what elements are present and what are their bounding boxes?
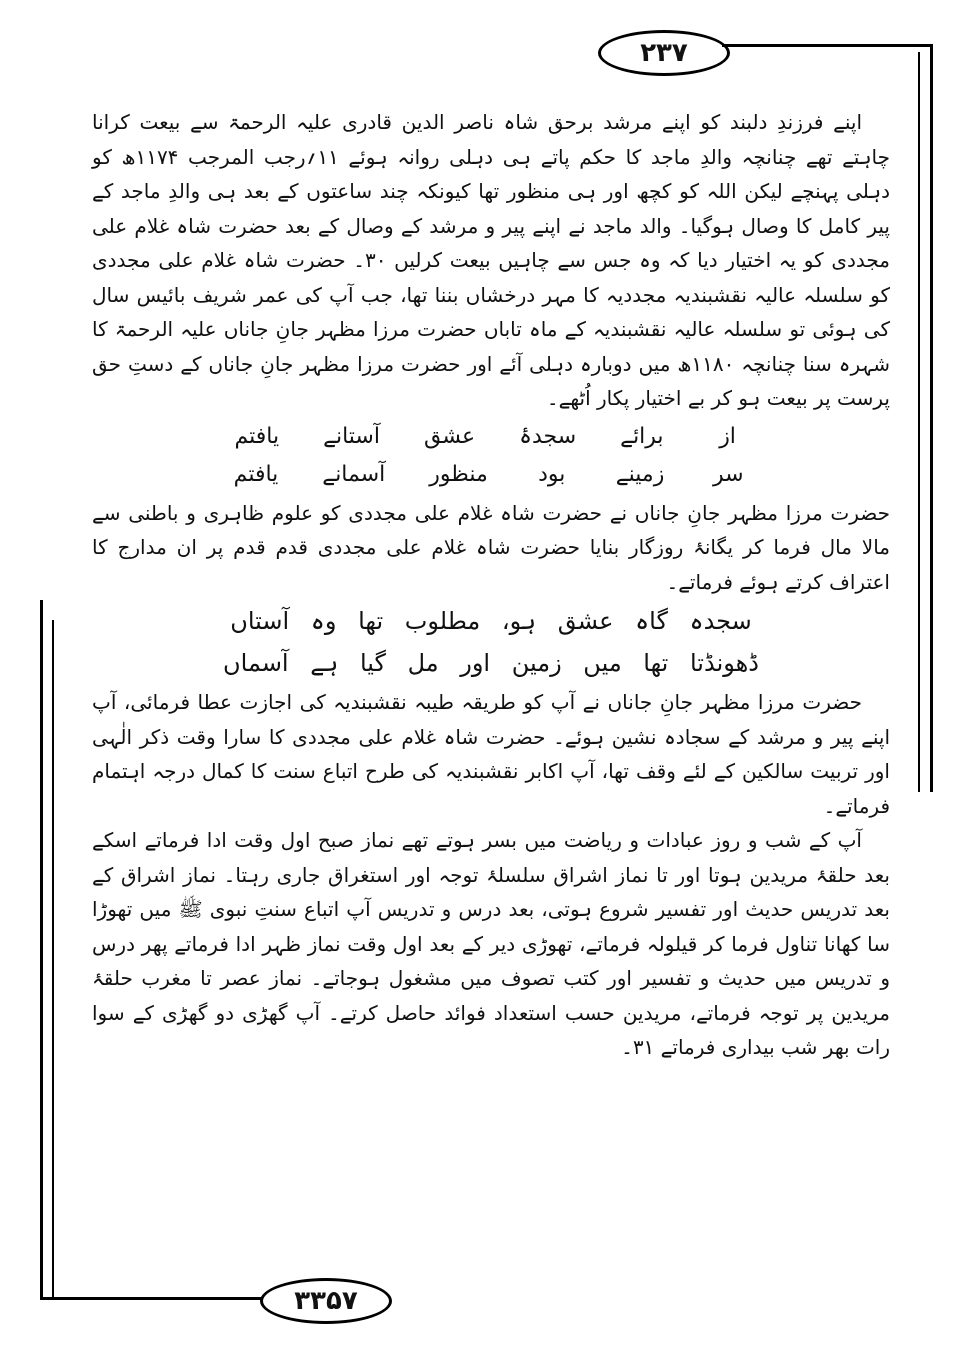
paragraph-4: آپ کے شب و روز عبادات و ریاضت میں بسر ہوتے تھے نماز صبح اول وقت ادا فرماتے اسکے بعد حلقۂ مریدین ہوتا اور تا نماز اشراق سلسلۂ توجہ اور استغراق جاری رہتا۔ نماز اشراق کے بعد تدریس حدیث اور تفسیر شروع ہوتی، بعد درس و تدریس آپ اتباع سنتِ نبوی ﷺ میں تھوڑا سا کھانا تناول فرما کر قیلولہ فرماتے، تھوڑی دیر کے بعد اول وقت نماز ظہر ادا فرماتے پھر درس و تدریس میں حدیث و تفسیر اور کتب تصوف میں مشغول ہوجاتے۔ نماز عصر تا مغرب حلقۂ مریدین پر توجہ فرماتے، مریدین حسب استعداد فوائد حاصل کرتے۔ آپ گھڑی دو گھڑی کے سوا رات بھر شب بیداری فرماتے ۳۱۔ — [92, 828, 890, 1059]
verse-word: آستانے — [323, 423, 380, 449]
footer-page-number: ۳۳۵۷ — [260, 1278, 392, 1324]
verse-word: منظور — [429, 461, 488, 487]
paragraph-3: حضرت مرزا مظہر جانِ جاناں نے آپ کو طریقہ طیبہ نقشبندیہ کی اجازت عطا فرمائی، آپ اپنے پیر و مرشد کے سجادہ نشین ہوئے۔ حضرت شاہ غلام علی مجددی کا سارا وقت ذکر الٰہی اور تربیت سالکین کے لئے وقف تھا، آپ اکابر نقشبندیہ کی طرح اتباع سنت کا کمال درجہ اہتمام فرماتے۔ — [92, 690, 890, 818]
frame-left-line-inner — [52, 620, 54, 1300]
couplet-line-1: سجدہ گاہ عشق ہو، مطلوب تھا وہ آستاں — [230, 607, 752, 635]
page-body — [92, 105, 890, 1227]
verse-word: عشق — [423, 423, 476, 449]
frame-top-line — [722, 44, 932, 47]
frame-bottom-line — [40, 1297, 262, 1300]
verse-word: بود — [538, 461, 566, 487]
frame-left-line — [40, 600, 43, 1300]
paragraph-1: اپنے فرزندِ دلبند کو اپنے مرشد برحق شاہ ناصر الدین قادری علیہ الرحمۃ سے بیعت کرانا چاہتے تھے چنانچہ والدِ ماجد کا حکم پاتے ہی دہلی روانہ ہوئے ۱۱؍رجب المرجب ۱۱۷۴ھ کو دہلی پہنچے لیکن اللہ کو کچھ اور ہی منظور تھا کیونکہ چند ساعتوں کے بعد ہی والدِ ماجد کے پیر کامل کا وصال ہوگیا۔ والد ماجد نے اپنے پیر و مرشد کے وصال کے بعد حضرت شاہ غلام علی مجددی کو یہ اختیار دیا کہ وہ جس سے چاہیں بیعت کرلیں ۳۰۔ حضرت شاہ غلام علی مجددی کو سلسلہ عالیہ نقشبندیہ مجددیہ کا مہر درخشاں بننا تھا، جب آپ کی عمر شریف بائیس سال کی ہوئی تو سلسلہ عالیہ نقشبندیہ کے ماہ تاباں حضرت مرزا مظہر جانِ جاناں علیہ الرحمۃ کا شہرہ سنا چنانچہ ۱۱۸۰ھ میں دوبارہ دہلی آئے اور حضرت مرزا مظہر جانِ جاناں کے دستِ حق پرست پر بیعت ہو کر بے اختیار پکار اُٹھے۔ — [92, 110, 890, 410]
verse-word: از — [719, 423, 736, 449]
couplet-line-2: ڈھونڈتا تھا میں زمین اور مل گیا ہے آسماں — [223, 649, 759, 677]
verse-line-2 — [92, 456, 890, 494]
verse-word: سر — [713, 461, 744, 487]
paragraph-2: حضرت مرزا مظہر جانِ جاناں نے حضرت شاہ غلام علی مجددی کو علوم ظاہری و باطنی سے مالا مال فرما کر یگانۂ روزگار بنایا حضرت شاہ غلام علی مجددی قدم قدم پر ان مدارج کا اعتراف کرتے ہوئے فرماتے۔ — [92, 500, 890, 594]
verse-word: یافتم — [234, 423, 280, 449]
verse-line-1 — [92, 418, 890, 456]
verse-word: برائے — [620, 423, 664, 449]
header-page-number: ۲۳۷ — [598, 30, 730, 76]
verse-word: زمینے — [615, 461, 665, 487]
persian-verse — [92, 418, 890, 494]
urdu-couplet — [92, 601, 890, 683]
verse-word: آسمانے — [322, 461, 386, 487]
verse-word: یافتم — [233, 461, 279, 487]
frame-right-line — [930, 44, 933, 792]
frame-right-line-inner — [918, 52, 920, 792]
verse-word: سجدۂ — [519, 423, 577, 449]
